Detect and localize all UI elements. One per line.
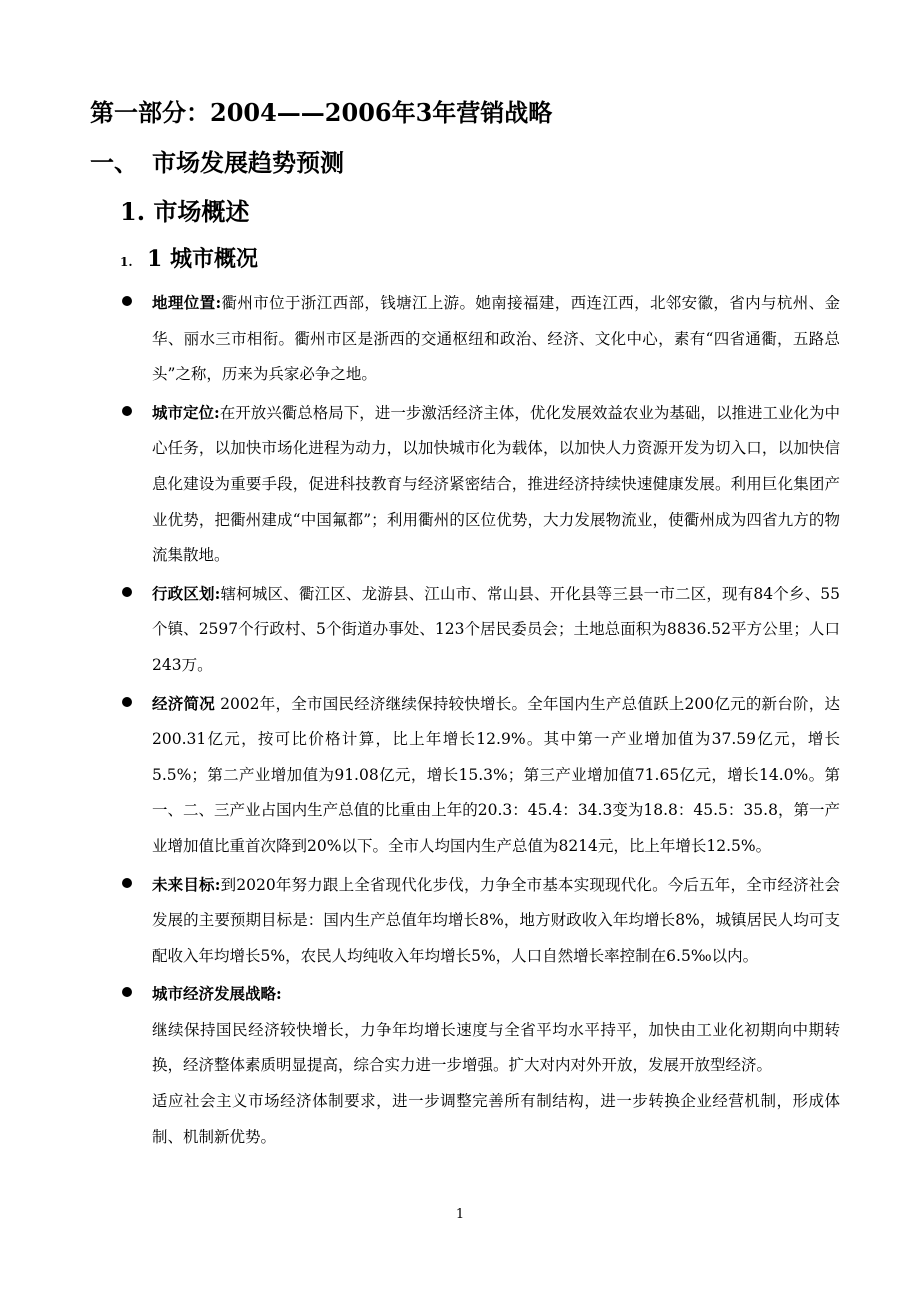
- bullet-icon: [122, 296, 132, 306]
- bullet-icon: [122, 587, 132, 597]
- list-item-strategy: [120, 976, 840, 1155]
- bullet-icon: [122, 697, 132, 707]
- list-item-positioning: [120, 395, 840, 574]
- list-item-goals: [120, 867, 840, 975]
- bullet-icon: [122, 878, 132, 888]
- subsection-heading: 1. 市场概述: [120, 197, 250, 226]
- section-number: 一、: [90, 148, 138, 177]
- item-text: 到2020年努力跟上全省现代化步伐，力争全市基本实现现代化。今后五年，全市经济社会发展的主要预期目标是：国内生产总值年均增长8%，地方财政收入年均增长8%，城镇居民人均可支配收入年均增长5%，农民人均纯收入年均增长5%，人口自然增长率控制在6.5‰以内。: [152, 875, 840, 965]
- subsubsection-heading: [120, 242, 258, 279]
- section-title: 市场发展趋势预测: [152, 148, 344, 177]
- item-label: 城市经济发展战略:: [152, 984, 282, 1004]
- item-text: 辖柯城区、衢江区、龙游县、江山市、常山县、开化县等三县一市二区，现有84个乡、55个镇、2597个行政村、5个街道办事处、123个居民委员会；土地总面积为8836.52平方公里；人口243万。: [152, 584, 840, 674]
- item-label: 行政区划:: [152, 583, 221, 603]
- item-label: 未来目标:: [152, 874, 221, 894]
- list-item-geography: [120, 285, 840, 393]
- bullet-icon: [122, 987, 132, 997]
- part-heading: 第一部分：2004——2006年3年营销战略: [90, 98, 553, 127]
- list-item-administrative: [120, 576, 840, 684]
- item-paragraph: 继续保持国民经济较快增长，力争年均增长速度与全省平均水平持平，加快由工业化初期向中期转换，经济整体素质明显提高，综合实力进一步增强。扩大对内对外开放，发展开放型经济。: [152, 1020, 840, 1075]
- item-text: 衢州市位于浙江西部，钱塘江上游。她南接福建，西连江西，北邻安徽，省内与杭州、金华、丽水三市相衔。衢州市区是浙西的交通枢纽和政治、经济、文化中心，素有“四省通衢，五路总头”之称，历来为兵家必争之地。: [152, 294, 840, 384]
- subsubsection-number: 1.: [120, 255, 133, 269]
- item-label: 城市定位:: [152, 402, 220, 422]
- item-label: 经济简况: [152, 693, 215, 713]
- item-text: 在开放兴衢总格局下，进一步激活经济主体，优化发展效益农业为基础，以推进工业化为中心任务，以加快市场化进程为动力，以加快城市化为载体，以加快人力资源开发为切入口，以加快信息化建设为重要手段，促进科技教育与经济紧密结合，推进经济持续快速健康发展。利用巨化集团产业优势，把衢州建成“中国氟都”；利用衢州的区位优势，大力发展物流业，使衢州成为四省九方的物流集散地。: [152, 403, 840, 565]
- bullet-icon: [122, 406, 132, 416]
- section-heading: [90, 146, 344, 180]
- subsubsection-title: 1 城市概况: [147, 246, 258, 272]
- bullet-list: [120, 285, 840, 1157]
- item-label: 地理位置:: [152, 293, 222, 312]
- page-number: 1: [455, 1207, 465, 1222]
- item-paragraph: 适应社会主义市场经济体制要求，进一步调整完善所有制结构，进一步转换企业经营机制，形成体制、机制新优势。: [152, 1092, 840, 1146]
- item-text: 2002年，全市国民经济继续保持较快增长。全年国内生产总值跃上200亿元的新台阶，达200.31亿元，按可比价格计算，比上年增长12.9%。其中第一产业增加值为37.59亿元，增长5.5%；第二产业增加值为91.08亿元，增长15.3%；第三产业增加值71.65亿元，增长14.0%。第一、二、三产业占国内生产总值的比重由上年的20.3：45.4：34.3变为18.8：45.5：35.8，第一产业增加值比重首次降到20%以下。全市人均国内生产总值为8214元，比上年增长12.5%。: [152, 694, 840, 855]
- list-item-economy: [120, 686, 840, 865]
